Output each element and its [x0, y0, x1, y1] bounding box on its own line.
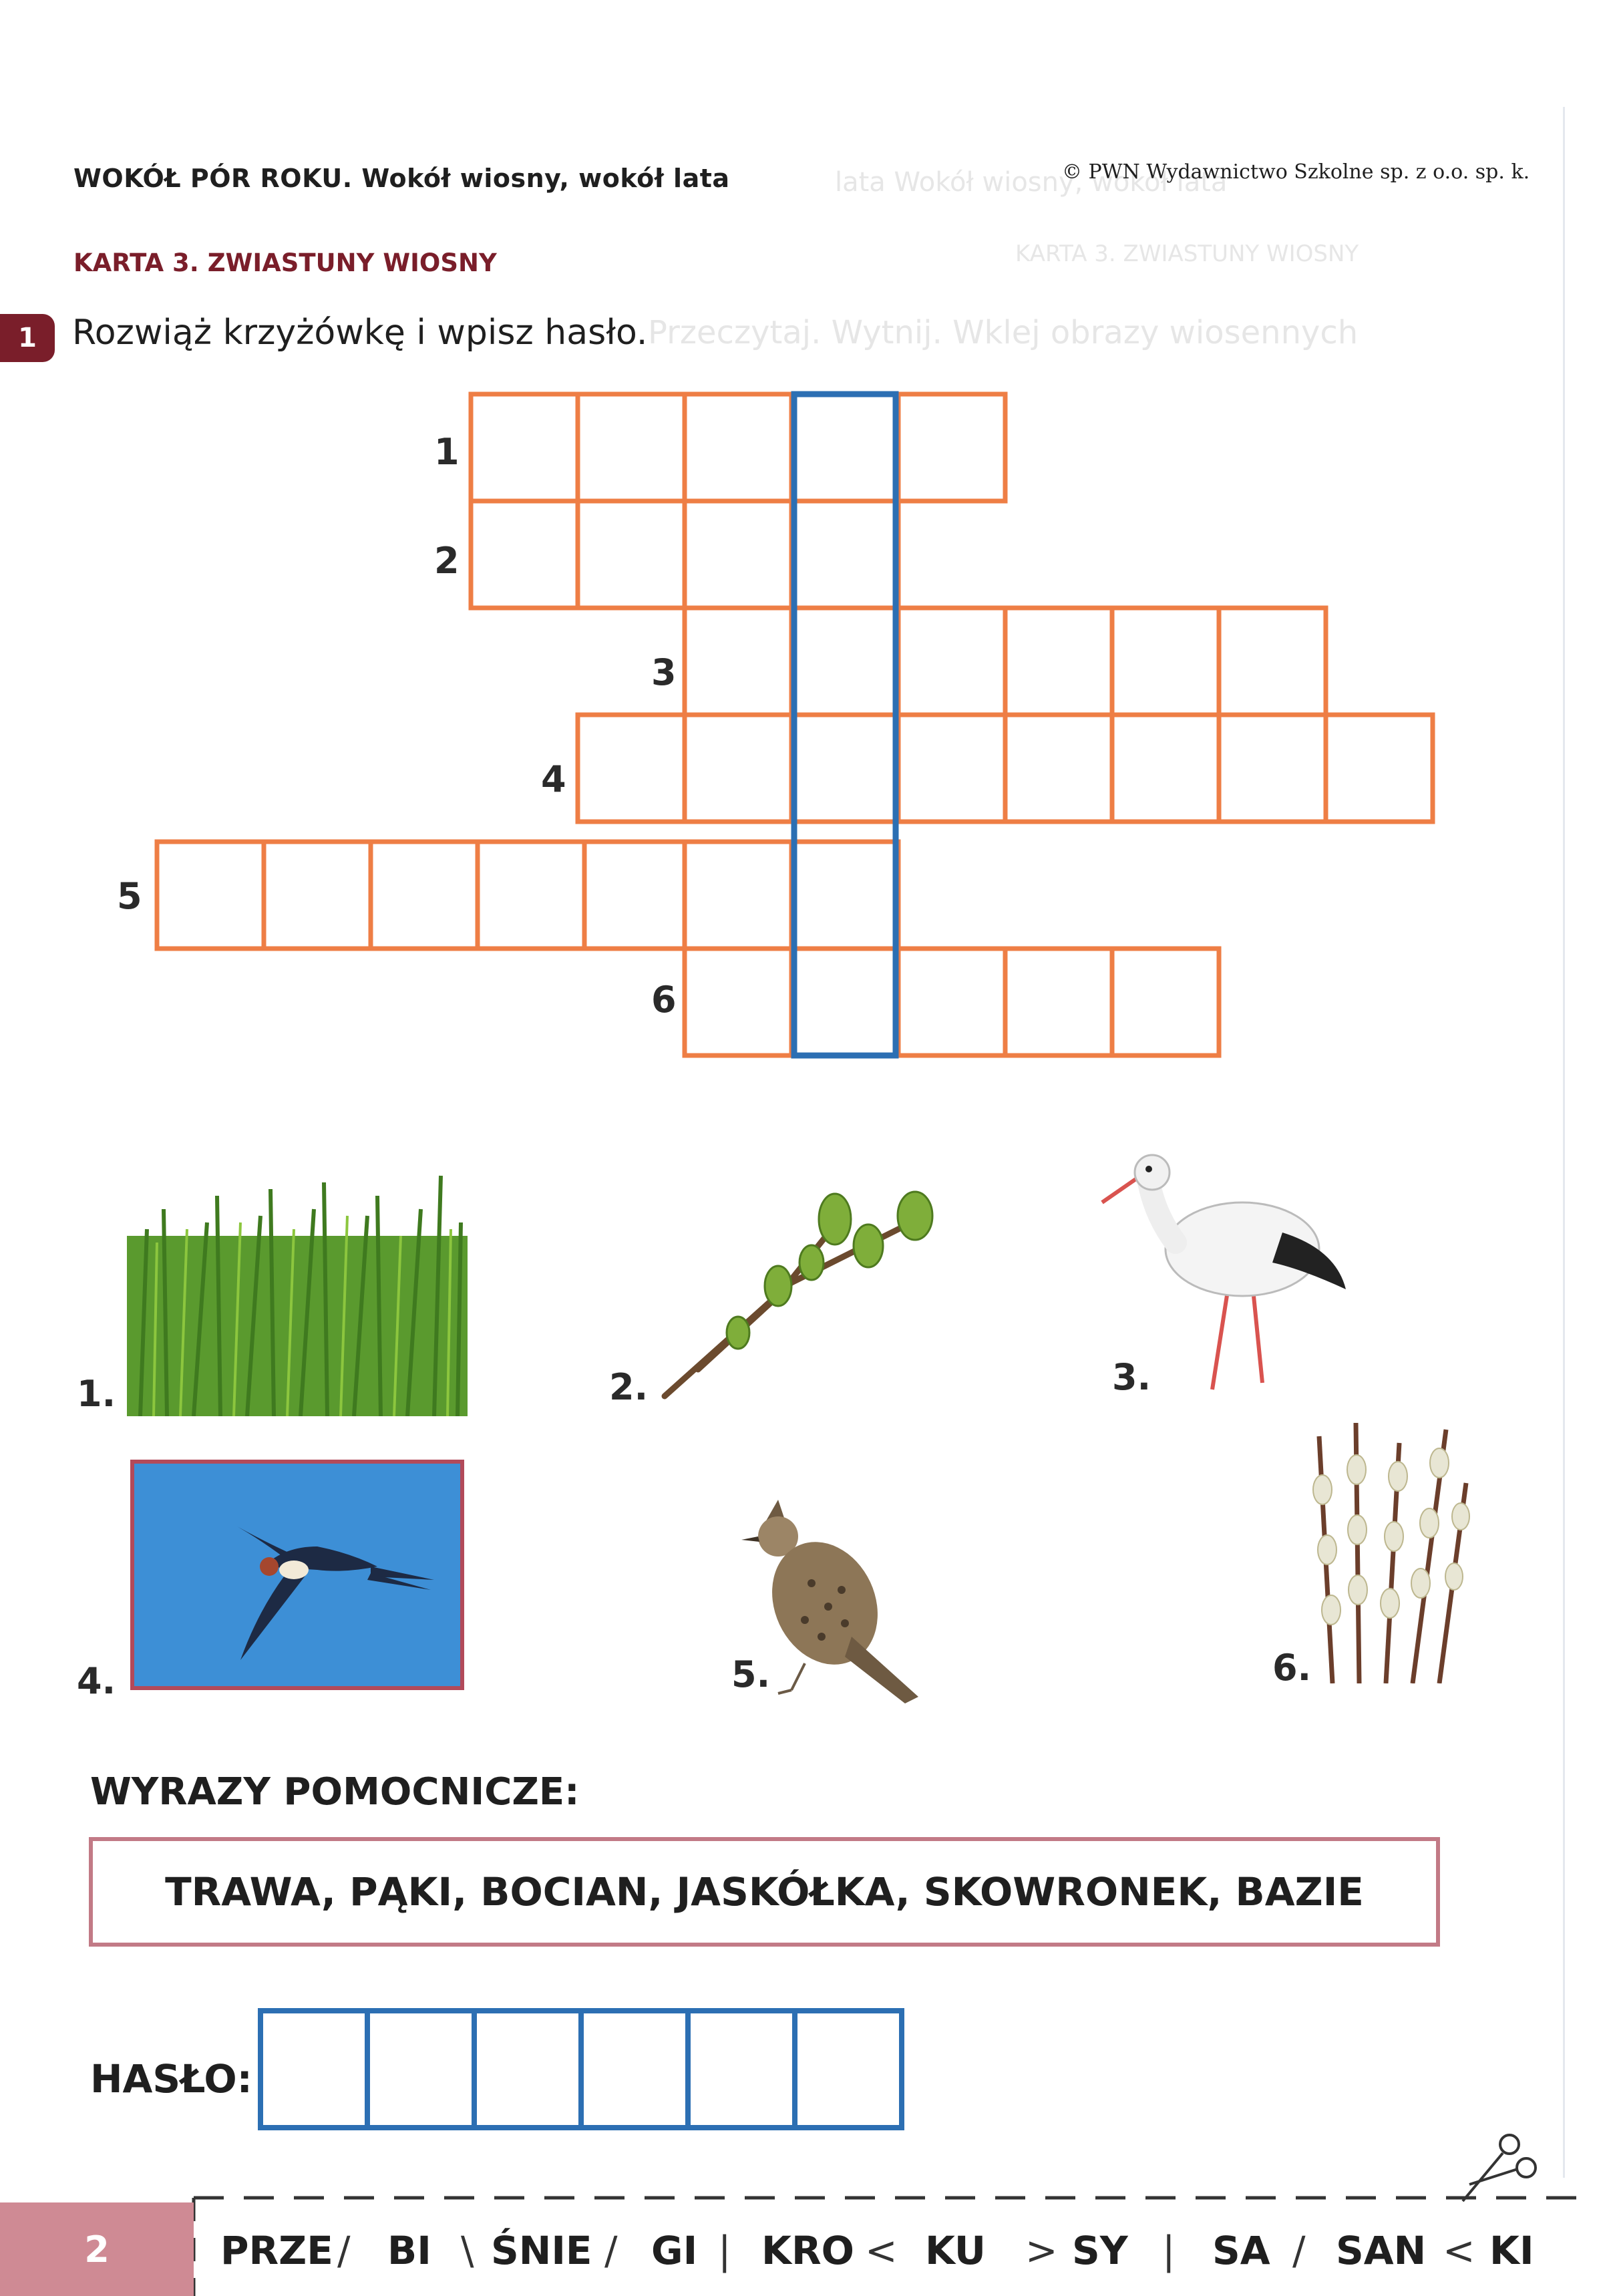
syllable-card[interactable]: ŚNIE [491, 2228, 592, 2273]
crossword-cell[interactable] [685, 949, 791, 1055]
crossword-cell[interactable] [371, 842, 478, 949]
bleed-through-line-3: Przeczytaj. Wytnij. Wklej obrazy wiosennych [648, 314, 1359, 351]
syllable-card[interactable]: KI [1489, 2228, 1534, 2273]
crossword-cell[interactable] [898, 949, 1005, 1055]
crossword-cell[interactable] [898, 394, 1005, 501]
crossword-cell[interactable] [471, 501, 578, 608]
syllable-card[interactable]: SA [1212, 2228, 1270, 2273]
crossword-cell[interactable] [1112, 949, 1219, 1055]
password-cell[interactable] [367, 2011, 474, 2128]
crossword-cell[interactable] [791, 394, 898, 501]
page-number: 2 [0, 2202, 194, 2296]
crossword-grid [0, 0, 1609, 1136]
syllable-card[interactable]: SAN [1336, 2228, 1427, 2273]
crossword-cell[interactable] [791, 842, 898, 949]
crossword-cell[interactable] [157, 842, 264, 949]
picture-number-1: 1. [77, 1373, 116, 1415]
clue-number-6: 6 [651, 979, 677, 1021]
picture-number-3: 3. [1112, 1356, 1151, 1398]
password-cell[interactable] [581, 2011, 688, 2128]
cut-separator: < [865, 2228, 898, 2273]
picture-number-6: 6. [1272, 1647, 1312, 1689]
stork-image [1082, 1122, 1363, 1403]
syllable-card[interactable]: PRZE [220, 2228, 333, 2273]
clue-number-4: 4 [541, 758, 566, 800]
clue-number-3: 3 [651, 651, 677, 693]
cut-separator: | [1162, 2228, 1176, 2273]
crossword-cell[interactable] [578, 394, 685, 501]
task-instruction: Rozwiąż krzyżówkę i wpisz hasło. [72, 313, 648, 353]
crossword-cell[interactable] [685, 394, 791, 501]
crossword-cell[interactable] [1326, 715, 1433, 822]
crossword-cell[interactable] [264, 842, 371, 949]
password-cell[interactable] [688, 2011, 795, 2128]
crossword-cell[interactable] [1219, 608, 1326, 715]
buds-image [658, 1162, 958, 1403]
crossword-cell[interactable] [685, 715, 791, 822]
picture-number-4: 4. [77, 1660, 116, 1702]
crossword-cell[interactable] [791, 949, 898, 1055]
crossword-cell[interactable] [791, 608, 898, 715]
crossword-cell[interactable] [898, 715, 1005, 822]
password-cell[interactable] [474, 2011, 581, 2128]
bleed-through-line-2: KARTA 3. ZWIASTUNY WIOSNY [1015, 240, 1359, 267]
task-number-badge: 1 [0, 314, 55, 362]
crossword-cell[interactable] [478, 842, 584, 949]
syllable-card[interactable]: BI [387, 2228, 431, 2273]
cut-separator: / [604, 2228, 618, 2273]
clue-number-5: 5 [117, 875, 142, 917]
crossword-cell[interactable] [1005, 608, 1112, 715]
cut-separator: > [1025, 2228, 1058, 2273]
helper-words-title: WYRAZY POMOCNICZE: [90, 1770, 580, 1814]
syllable-card[interactable]: GI [651, 2228, 698, 2273]
crossword-cell[interactable] [898, 608, 1005, 715]
crossword-cell[interactable] [685, 501, 791, 608]
crossword-cell[interactable] [471, 394, 578, 501]
password-cell[interactable] [795, 2011, 902, 2128]
picture-number-5: 5. [731, 1653, 771, 1695]
syllable-card[interactable]: SY [1072, 2228, 1128, 2273]
series-title: WOKÓŁ PÓR ROKU. Wokół wiosny, wokół lata [73, 164, 730, 193]
crossword-cell[interactable] [1112, 715, 1219, 822]
crossword-cell[interactable] [791, 715, 898, 822]
crossword-cell[interactable] [685, 842, 791, 949]
skylark-image [738, 1490, 925, 1710]
crossword-cell[interactable] [584, 842, 685, 949]
copyright-note: © PWN Wydawnictwo Szkolne sp. z o.o. sp. k. [1062, 160, 1530, 184]
crossword-cell[interactable] [1005, 715, 1112, 822]
crossword-cell[interactable] [578, 501, 685, 608]
cut-separator: / [1292, 2228, 1306, 2273]
catkins-image [1306, 1416, 1473, 1683]
helper-words-box: TRAWA, PĄKI, BOCIAN, JASKÓŁKA, SKOWRONEK, BAZIE [89, 1837, 1440, 1947]
section-title: KARTA 3. ZWIASTUNY WIOSNY [73, 249, 497, 277]
bleed-through-line-1: lata Wokół wiosny, wokół lata [835, 167, 1228, 198]
clue-number-1: 1 [434, 431, 460, 473]
syllable-card[interactable]: KRO [761, 2228, 854, 2273]
swallow-image [130, 1460, 464, 1690]
cut-separator: / [337, 2228, 351, 2273]
picture-number-2: 2. [609, 1366, 649, 1408]
crossword-cell[interactable] [578, 715, 685, 822]
crossword-cell[interactable] [1219, 715, 1326, 822]
password-boxes [257, 2007, 908, 2134]
clue-number-2: 2 [434, 540, 460, 582]
cut-separator: | [718, 2228, 731, 2273]
password-label: HASŁO: [90, 2056, 252, 2102]
cut-separator: \ [461, 2228, 474, 2273]
crossword-cell[interactable] [685, 608, 791, 715]
cut-separator: < [1443, 2228, 1475, 2273]
crossword-cell[interactable] [791, 501, 898, 608]
password-cell[interactable] [260, 2011, 367, 2128]
crossword-cell[interactable] [1112, 608, 1219, 715]
syllable-card[interactable]: KU [925, 2228, 987, 2273]
crossword-cell[interactable] [1005, 949, 1112, 1055]
grass-image [127, 1169, 468, 1416]
